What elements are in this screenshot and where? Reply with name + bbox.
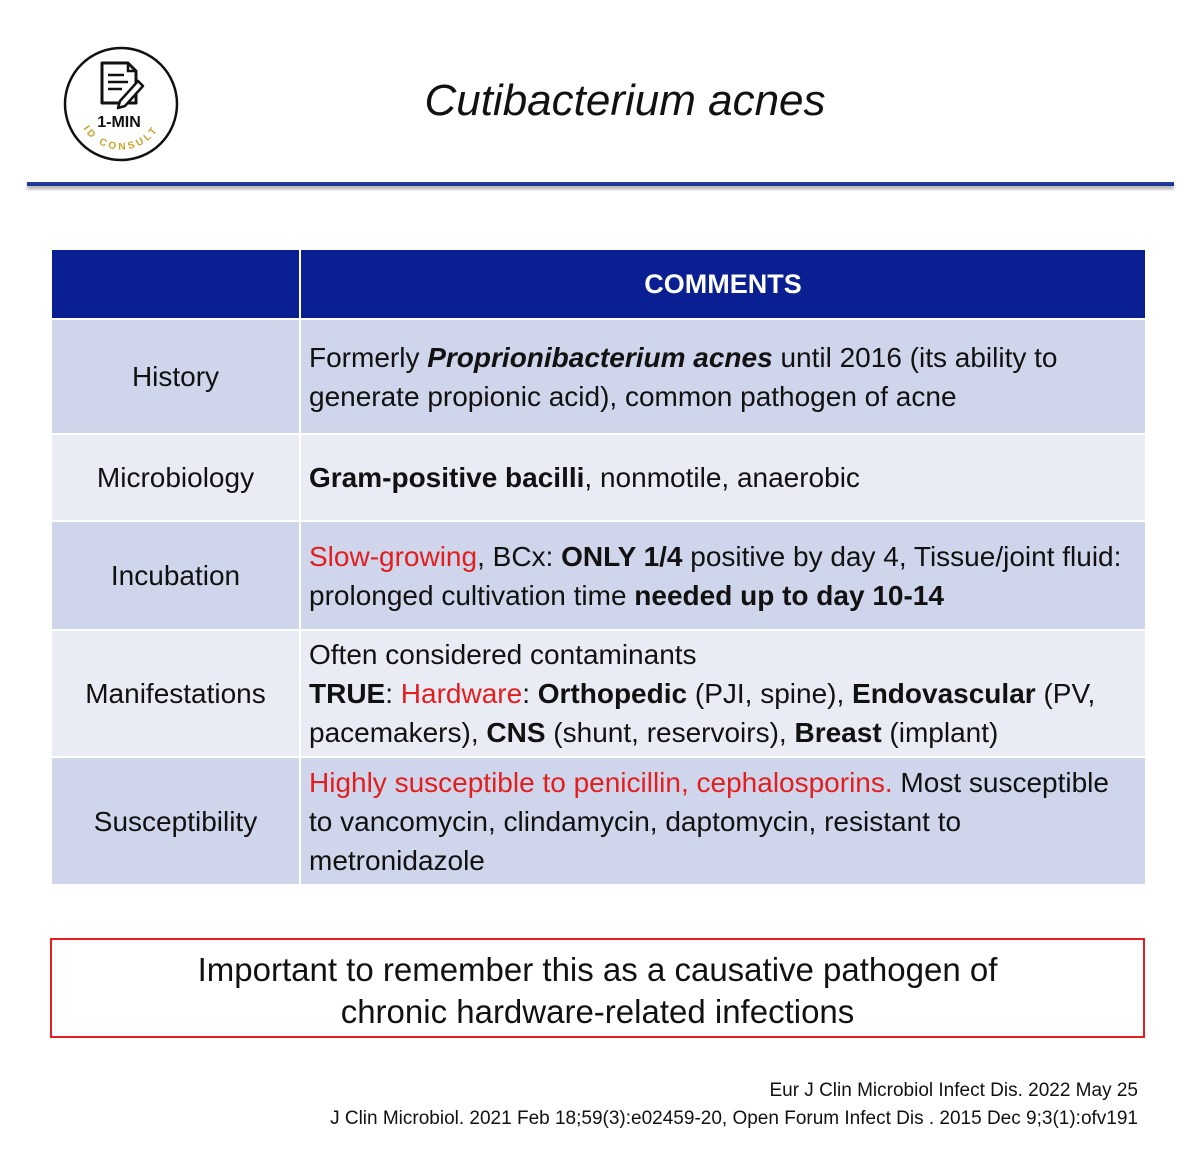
row-label: Incubation bbox=[51, 521, 300, 630]
comment-segment: , BCx: bbox=[477, 540, 562, 572]
table-row-microbiology bbox=[51, 434, 1146, 521]
comment-segment: positive by day 4, Tissue/joint fluid: prolonged cultivation time bbox=[309, 540, 1122, 611]
logo-arc-text: ID CONSULT bbox=[80, 123, 162, 153]
logo-title: 1-MIN bbox=[97, 114, 141, 131]
row-comment bbox=[300, 521, 1146, 630]
comment-segment: Highly susceptible to penicillin, cephalosporins. bbox=[309, 766, 893, 798]
comment-segment: , nonmotile, anaerobic bbox=[584, 462, 860, 493]
comment-segment: Often considered contaminants bbox=[309, 639, 697, 670]
references bbox=[330, 1077, 1138, 1133]
comment-segment: Endovascular bbox=[852, 678, 1036, 709]
reference-2: J Clin Microbiol. 2021 Feb 18;59(3):e02459-20, Open Forum Infect Dis . 2015 Dec 9;3(1):ofv191 bbox=[330, 1108, 1138, 1129]
table-row-incubation bbox=[51, 521, 1146, 630]
comment-segment: : bbox=[522, 678, 538, 709]
row-label: Manifestations bbox=[51, 630, 300, 757]
callout-box bbox=[50, 938, 1145, 1038]
comment-segment: (PV, pacemakers), bbox=[309, 678, 1096, 748]
comment-segment: CNS bbox=[486, 717, 546, 748]
page-title: Cutibacterium acnes bbox=[424, 76, 826, 125]
comment-segment: Orthopedic bbox=[537, 678, 688, 709]
comment-segment: Most susceptible to vancomycin, clindamycin, daptomycin, resistant to metronidazole bbox=[309, 766, 1109, 876]
row-comment bbox=[300, 757, 1146, 885]
comment-segment: Hardware bbox=[400, 678, 523, 709]
callout-line-2: chronic hardware-related infections bbox=[340, 993, 855, 1030]
comment-segment: Proprionibacterium acnes bbox=[427, 341, 773, 373]
row-label: History bbox=[51, 319, 300, 434]
reference-1: Eur J Clin Microbiol Infect Dis. 2022 May 25 bbox=[769, 1080, 1138, 1101]
comment-segment: Gram-positive bacilli bbox=[309, 462, 585, 493]
row-label: Susceptibility bbox=[51, 757, 300, 885]
table-row-susceptibility bbox=[51, 757, 1146, 885]
comment-segment: TRUE bbox=[309, 678, 386, 709]
row-comment bbox=[300, 630, 1146, 757]
comment-segment: needed up to day 10-14 bbox=[634, 579, 944, 611]
row-label: Microbiology bbox=[51, 434, 300, 521]
comment-segment: ONLY 1/4 bbox=[561, 540, 683, 572]
row-comment bbox=[300, 319, 1146, 434]
header-comments: COMMENTS bbox=[300, 249, 1146, 319]
comment-segment: Formerly bbox=[309, 341, 428, 373]
comment-segment: Slow-growing bbox=[309, 540, 478, 572]
title-divider bbox=[27, 182, 1174, 186]
callout-line-1: Important to remember this as a causative pathogen of bbox=[197, 951, 998, 988]
comment-segment: (implant) bbox=[881, 717, 999, 748]
info-table bbox=[50, 248, 1147, 886]
table-header-row bbox=[51, 249, 1146, 319]
comment-segment: (PJI, spine), bbox=[687, 678, 853, 709]
table-row-manifestations bbox=[51, 630, 1146, 757]
comment-segment: until 2016 (its ability to generate propionic acid), common pathogen of acne bbox=[309, 341, 1058, 412]
comment-segment: (shunt, reservoirs), bbox=[545, 717, 795, 748]
comment-segment: Breast bbox=[794, 717, 882, 748]
header-blank-cell bbox=[51, 249, 300, 319]
row-comment bbox=[300, 434, 1146, 521]
comment-segment: : bbox=[385, 678, 401, 709]
table-row-history bbox=[51, 319, 1146, 434]
